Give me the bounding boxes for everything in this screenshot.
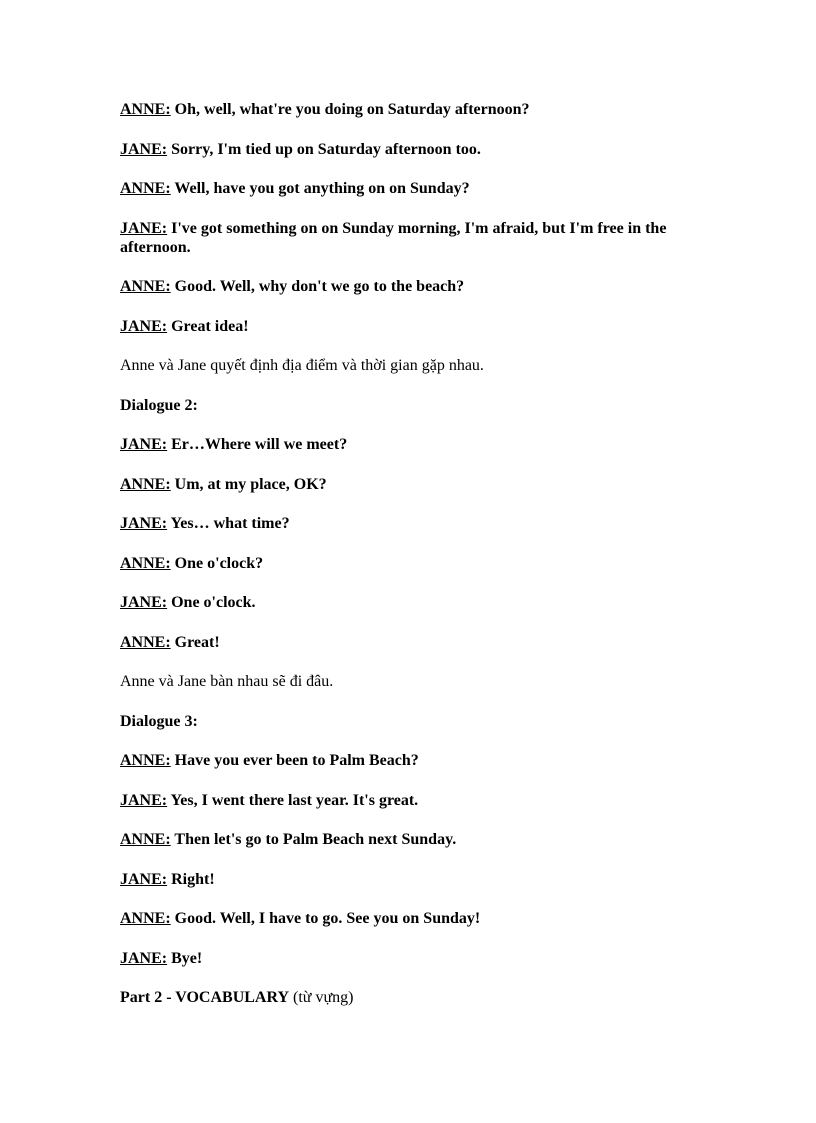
dialogue-text: Well, have you got anything on on Sunday?: [174, 180, 470, 197]
dialogue-text: Oh, well, what're you doing on Saturday afternoon?: [174, 101, 530, 118]
document-page: [120, 100, 690, 1028]
speaker-name: ANNE:: [120, 475, 171, 493]
dialogue-line: [120, 909, 690, 928]
dialogue-text: Er…Where will we meet?: [171, 436, 348, 453]
dialogue-text: Right!: [171, 870, 215, 888]
dialogue-line: [120, 514, 690, 533]
dialogue-text: Yes… what time?: [170, 515, 290, 532]
dialogue-text: Good. Well, why don't we go to the beach?: [174, 278, 465, 295]
dialogue-line: [120, 277, 690, 296]
instruction-note: Anne và Jane bàn nhau sẽ đi đâu.: [120, 673, 334, 690]
dialogue-text: Then let's go to Palm Beach next Sunday.: [174, 831, 457, 848]
dialogue-line: [120, 435, 690, 454]
section-title: Part 2 - VOCABULARY: [120, 989, 290, 1006]
speaker-name: ANNE:: [120, 554, 171, 572]
speaker-name: ANNE:: [120, 752, 171, 769]
dialogue-line: [120, 475, 690, 494]
speaker-name: ANNE:: [120, 180, 171, 197]
dialogue-line: [120, 633, 690, 652]
speaker-name: ANNE:: [120, 278, 171, 295]
dialogue-text: Have you ever been to Palm Beach?: [174, 752, 419, 769]
section-heading: [120, 988, 690, 1007]
dialogue-text: Bye!: [171, 949, 203, 967]
speaker-name: JANE:: [120, 515, 168, 532]
dialogue-text: I've got something on on Sunday morning, I'm afraid, but I'm free in the afternoon.: [120, 219, 667, 256]
instruction-note: Anne và Jane quyết định địa điểm và thời gian gặp nhau.: [120, 357, 484, 374]
dialogue-text: Great!: [174, 633, 220, 651]
speaker-name: ANNE:: [120, 101, 171, 118]
dialogue-text: One o'clock?: [174, 554, 264, 572]
dialogue-heading: Dialogue 3:: [120, 712, 198, 730]
dialogue-line: [120, 870, 690, 889]
speaker-name: JANE:: [120, 317, 168, 335]
dialogue-line: [120, 100, 690, 119]
dialogue-line: [120, 830, 690, 849]
speaker-name: JANE:: [120, 436, 168, 453]
speaker-name: JANE:: [120, 219, 168, 237]
dialogue-line: [120, 179, 690, 198]
dialogue-text: Sorry, I'm tied up on Saturday afternoon too.: [171, 140, 481, 158]
dialogue-line: [120, 791, 690, 810]
speaker-name: ANNE:: [120, 633, 171, 651]
speaker-name: ANNE:: [120, 831, 171, 848]
dialogue-line: [120, 219, 690, 257]
speaker-name: JANE:: [120, 594, 168, 611]
dialogue-heading: Dialogue 2:: [120, 396, 198, 414]
dialogue-line: [120, 949, 690, 968]
dialogue-text: Great idea!: [171, 317, 249, 335]
speaker-name: JANE:: [120, 949, 168, 967]
dialogue-text: Um, at my place, OK?: [174, 475, 327, 493]
speaker-name: JANE:: [120, 870, 168, 888]
dialogue-text: One o'clock.: [171, 594, 256, 611]
section-subtitle: (từ vựng): [293, 989, 354, 1006]
dialogue-text: Good. Well, I have to go. See you on Sunday!: [174, 910, 481, 927]
dialogue-line: [120, 317, 690, 336]
speaker-name: ANNE:: [120, 910, 171, 927]
dialogue-line: [120, 554, 690, 573]
speaker-name: JANE:: [120, 791, 168, 809]
speaker-name: JANE:: [120, 140, 168, 158]
dialogue-line: [120, 751, 690, 770]
dialogue-line: [120, 593, 690, 612]
dialogue-text: Yes, I went there last year. It's great.: [170, 791, 419, 809]
dialogue-line: [120, 140, 690, 159]
